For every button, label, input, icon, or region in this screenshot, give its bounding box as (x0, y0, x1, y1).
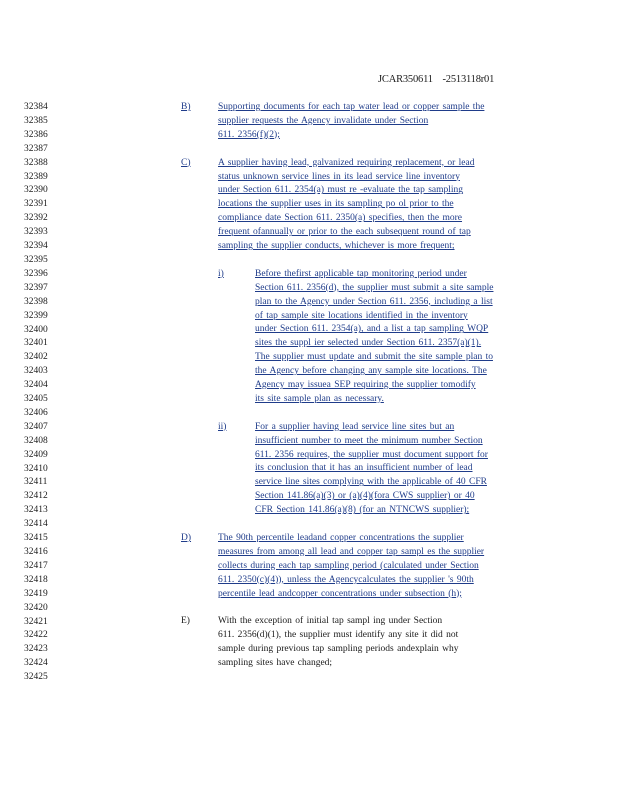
line-number: 32407 (24, 421, 48, 432)
line-number: 32421 (24, 616, 48, 627)
text-line: the Agency before changing any sample site locations. The (255, 366, 487, 377)
line-number: 32393 (24, 227, 48, 238)
line-number: 32395 (24, 254, 48, 265)
line-number: 32400 (24, 324, 48, 335)
item-e-marker: E) (181, 616, 190, 627)
text-line: compliance date Section 611. 2350(a) specifies, then the more (218, 213, 463, 224)
text-line: Supporting documents for each tap water lead or copper sample the (218, 102, 485, 112)
text-line: 611. 2356(f)(2); (218, 129, 280, 140)
line-number: 32391 (24, 199, 48, 210)
line-number: 32392 (24, 213, 48, 224)
line-number: 32401 (24, 338, 48, 349)
item-c-text (218, 157, 534, 254)
line-number: 32418 (24, 574, 48, 585)
text-line: service line sites complying with the applicable of 40 CFR (255, 477, 487, 488)
text-line: Section 141.86(a)(3) or (a)(4)(fora CWS supplier) or 40 (255, 491, 475, 502)
line-number: 32419 (24, 588, 48, 599)
line-number: 32406 (24, 407, 48, 418)
text-line: its site sample plan as necessary. (255, 393, 384, 404)
item-d-text (218, 532, 543, 602)
line-number: 32417 (24, 560, 48, 571)
text-line: locations the supplier uses in its sampling po ol prior to the (218, 199, 454, 210)
document-header (378, 74, 494, 85)
text-line: percentile lead andcopper concentrations under subsection (h); (218, 588, 462, 599)
line-number: 32422 (24, 630, 48, 641)
line-number: 32412 (24, 491, 48, 502)
line-number: 32384 (24, 102, 48, 112)
text-line: supplier requests the Agency invalidate under Section (218, 115, 429, 126)
text-line: sampling sites have changed; (218, 658, 333, 669)
line-number: 32387 (24, 143, 48, 154)
text-line: The supplier must update and submit the site sample plan to (255, 352, 493, 363)
line-number: 32394 (24, 241, 48, 252)
line-number: 32414 (24, 519, 48, 530)
text-line: 611. 2356(d)(1), the supplier must identify any site it did not (218, 630, 459, 641)
line-number: 32385 (24, 115, 48, 126)
text-line: insufficient number to meet the minimum number Section (255, 435, 483, 446)
text-line: collects during each tap sampling period (calculated under Section (218, 560, 479, 571)
line-number: 32410 (24, 463, 48, 474)
text-line: CFR Section 141.86(a)(8) (for an NTNCWS supplier); (255, 505, 470, 516)
item-c-ii-text (255, 421, 543, 518)
text-line: sample during previous tap sampling periods andexplain why (218, 644, 459, 655)
line-number: 32397 (24, 282, 48, 293)
text-line: With the exception of initial tap sampl ing under Section (218, 616, 443, 627)
line-number: 32416 (24, 547, 48, 557)
item-e-text (218, 615, 518, 671)
item-d-marker: D) (181, 532, 192, 543)
text-line: under Section 611. 2354(a) must re -evaluate the tap sampling (218, 185, 464, 196)
line-number: 32423 (24, 644, 48, 655)
text-line: Agency may issuea SEP requiring the supplier tomodify (255, 380, 476, 391)
line-number: 32405 (24, 394, 48, 405)
line-number: 32388 (24, 157, 48, 168)
line-number: 32411 (24, 477, 48, 488)
line-number: 32399 (24, 310, 48, 321)
text-line: under Section 611. 2354(a), and a list a tap sampling WQP (255, 324, 489, 335)
item-b-marker: B) (181, 102, 191, 112)
text-line: plan to the Agency under Section 611. 2356, including a list (255, 296, 493, 307)
line-number: 32396 (24, 268, 48, 279)
line-numbers (24, 101, 48, 685)
line-number: 32415 (24, 533, 48, 544)
text-line: A supplier having lead, galvanized requiring replacement, or lead (218, 157, 475, 168)
line-number: 32402 (24, 352, 48, 363)
line-number: 32409 (24, 449, 48, 460)
line-number: 32386 (24, 129, 48, 140)
line-number: 32408 (24, 435, 48, 446)
item-c-i-marker: i) (218, 268, 224, 279)
line-number: 32398 (24, 296, 48, 307)
line-number: 32425 (24, 672, 48, 683)
line-number: 32420 (24, 602, 48, 613)
text-line: Section 611. 2356(d), the supplier must submit a site sample (255, 282, 494, 293)
text-line: 611. 2350(c)(4)), unless the Agencycalculates the supplier 's 90th (218, 574, 474, 585)
line-number: 32390 (24, 185, 48, 196)
document-revision: -2513118r01 (442, 74, 495, 85)
text-line: Before thefirst applicable tap monitoring period under (255, 268, 467, 279)
text-line: 611. 2356 requires, the supplier must document support for (255, 449, 488, 460)
text-line: its conclusion that it has an insufficient number of lead (255, 463, 473, 474)
line-number: 32424 (24, 658, 48, 669)
text-line: measures from among all lead and copper tap sampl es the supplier (218, 546, 485, 557)
item-c-i-text (255, 268, 543, 407)
line-number: 32403 (24, 366, 48, 377)
text-line: sampling the supplier conducts, whichever is more frequent; (218, 241, 455, 252)
text-line: frequent ofannually or prior to the each subsequent round of tap (218, 227, 471, 238)
item-c-ii-marker: ii) (218, 421, 227, 432)
item-c-marker: C) (181, 157, 191, 168)
text-line: The 90th percentile leadand copper concentrations the supplier (218, 532, 464, 543)
text-line: status unknown service lines in its lead service line inventory (218, 171, 460, 182)
line-number: 32389 (24, 171, 48, 182)
text-line: of tap sample site locations identified in the inventory (255, 310, 468, 321)
text-line: For a supplier having lead service line sites but an (255, 421, 455, 432)
text-line: sites the suppl ier selected under Section 611. 2357(a)(1). (255, 338, 482, 349)
document-id: JCAR350611 (378, 74, 433, 85)
line-number: 32404 (24, 380, 48, 391)
line-number: 32413 (24, 505, 48, 516)
item-b-text (218, 101, 543, 143)
